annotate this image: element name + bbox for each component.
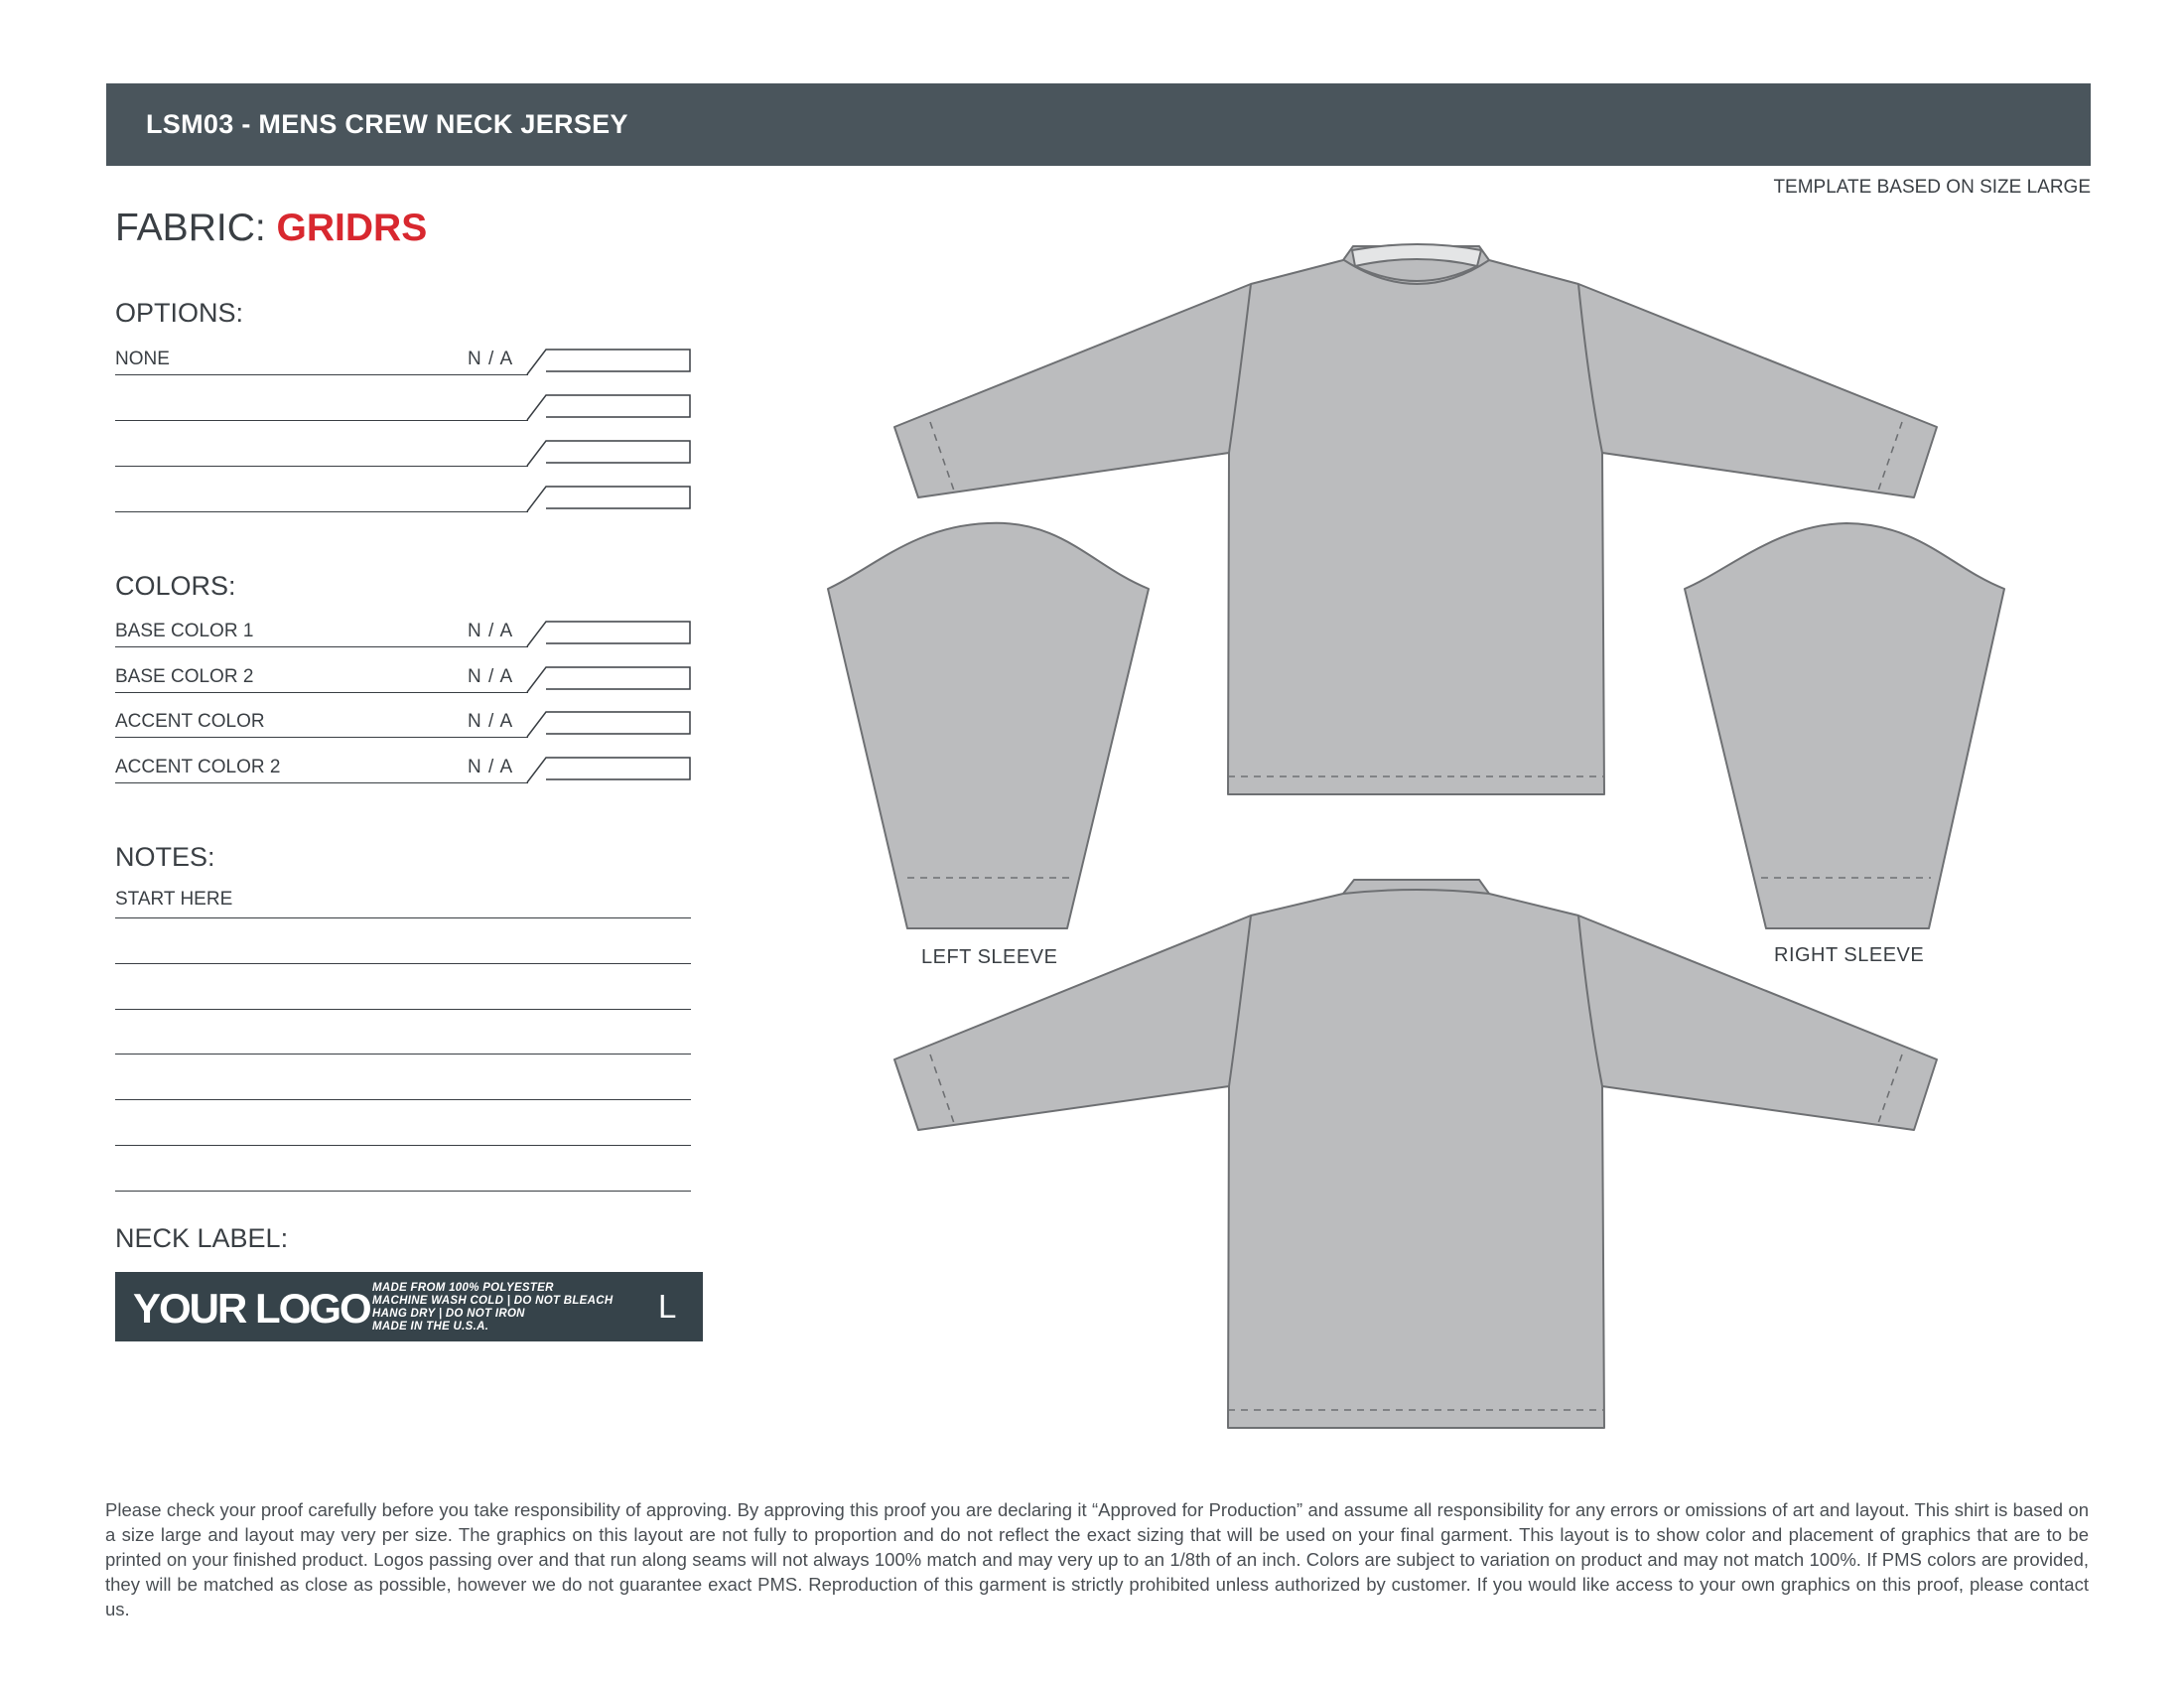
colors-heading: COLORS: (115, 571, 236, 601)
color-value: N / A (468, 666, 514, 687)
neck-label-size: L (658, 1288, 677, 1325)
disclaimer-text: Please check your proof carefully before you take responsibility of approving. By approving this proof you are declaring it “Approved for Production” and assume all responsibility for any errors or omissions of art and layout. This shirt is based on a size large and layout may very per size. The graphics on this layout are not fully to proportion and do not reflect the exact sizing that will be used on your final garment. This layout is to show color and placement of graphics that are to be printed on your finished product. Logos passing over and that run along seams will not always 100% match and may very up to an 1/8th of an inch. Colors are subject to variation on product and may not match 100%. If PMS colors are provided, they will be matched as close as possible, however we do not guarantee exact PMS. Reproduction of this garment is strictly prohibited unless authorized by customer. If you would like access to your own graphics on this proof, please contact us. (105, 1499, 2089, 1619)
option-value: N / A (468, 349, 514, 369)
left-sleeve-caption: LEFT SLEEVE (921, 946, 1058, 968)
template-note: TEMPLATE BASED ON SIZE LARGE (1773, 177, 2091, 198)
neck-label-logo: YOUR LOGO (133, 1285, 370, 1332)
fabric-label: FABRIC: (115, 207, 266, 249)
notes-heading: NOTES: (115, 842, 215, 872)
color-value: N / A (468, 711, 514, 732)
color-value: N / A (468, 757, 514, 777)
care-line: MADE IN THE U.S.A. (372, 1321, 489, 1333)
color-label: ACCENT COLOR 2 (115, 757, 281, 777)
color-label: ACCENT COLOR (115, 711, 265, 732)
color-label: BASE COLOR 2 (115, 666, 254, 687)
options-heading: OPTIONS: (115, 298, 244, 328)
care-line: MADE FROM 100% POLYESTER (372, 1282, 554, 1294)
notes-start-text: START HERE (115, 889, 233, 910)
neck-label-heading: NECK LABEL: (115, 1223, 289, 1253)
header-title: LSM03 - MENS CREW NECK JERSEY (146, 109, 628, 139)
left-sleeve (828, 523, 1149, 928)
color-value: N / A (468, 621, 514, 641)
right-sleeve-caption: RIGHT SLEEVE (1774, 944, 1925, 966)
option-label: NONE (115, 349, 170, 369)
fabric-value: GRIDRS (276, 207, 428, 249)
right-sleeve (1685, 523, 2004, 928)
care-line: MACHINE WASH COLD | DO NOT BLEACH (372, 1295, 614, 1307)
care-line: HANG DRY | DO NOT IRON (372, 1308, 525, 1320)
color-label: BASE COLOR 1 (115, 621, 254, 641)
